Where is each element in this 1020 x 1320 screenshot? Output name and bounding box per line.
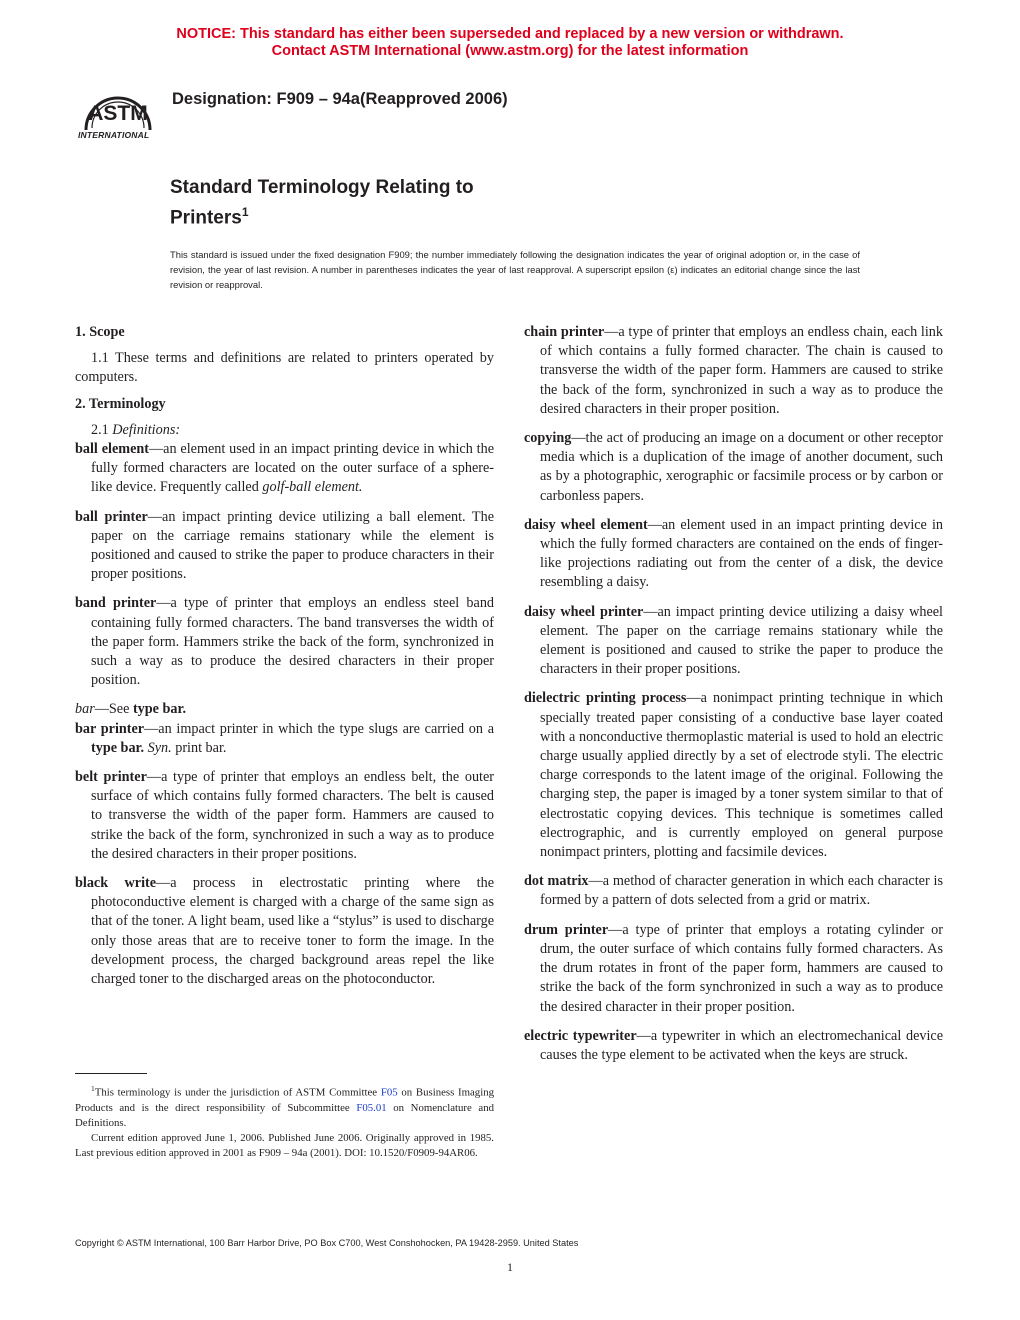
term-italic-synonym: golf-ball element. [262, 479, 363, 496]
term-synonym: print bar. [171, 739, 227, 756]
issued-note: This standard is issued under the fixed designation F909; the number immediately following the designation indicates the year of original adoption or, in the case of revision, the year of last revision. A number in parentheses indicates the year of last reapproval. A superscript epsilon (ε) indicates an editorial change since the last revision or reapproval. [170, 249, 860, 290]
term-dot-matrix [524, 872, 943, 910]
term-ball-printer [75, 508, 494, 585]
title-word: Printers [170, 207, 242, 229]
term-drum-printer [524, 921, 943, 1017]
title-line-2 [170, 200, 474, 230]
document-title [170, 175, 474, 230]
logo-letters: ASTM [88, 102, 148, 125]
term-copying [524, 429, 943, 506]
title-line-1: Standard Terminology Relating to [170, 177, 474, 198]
term-definition: —a type of printer that employs an endless chain, each link of which contains a fully formed character. The chain is caused to transverse the width of the paper form. Hammers are caused to strike the back of the form, synchronized in such a way as to produce the desired characters in their proper position. [540, 324, 943, 417]
term-name: band printer [75, 595, 157, 612]
term-name: bar [75, 701, 95, 718]
term-definition: —a type of printer that employs an endless belt, the outer surface of which contains fully formed characters. The belt is caused to transverse the width of the paper form. Hammers are caused to strike the back of the form, synchronized in such a way as to produce the desired characters in their proper positions. [91, 769, 494, 862]
term-bar [75, 700, 494, 719]
term-name: electric typewriter [524, 1027, 637, 1044]
term-name: dielectric printing process [524, 690, 687, 707]
definitions-number: 2.1 [91, 421, 109, 438]
withdrawn-notice [0, 26, 1020, 60]
term-ball-element [75, 440, 494, 498]
term-daisy-wheel-printer [524, 603, 943, 680]
logo-subtitle: INTERNATIONAL [78, 130, 150, 140]
footnote-divider [75, 1073, 147, 1074]
designation: Designation: F909 – 94a(Reapproved 2006) [172, 90, 508, 108]
definitions-label: Definitions: [112, 421, 181, 438]
term-definition: —an element used in an impact printing device in which the fully formed characters are contained on the ends of finger-like projections radiating out from the center of a disk, the device resembling a daisy. [540, 516, 943, 591]
footnote-edition: Current edition approved June 1, 2006. Published June 2006. Originally approved in 1985. Last previous edition approved in 2001 as F909 – 94a (2001). DOI: 10.1520/F0909-94AR06. [75, 1132, 494, 1160]
term-definition: —the act of producing an image on a document or other receptor media which is a duplication of the image of another document, such as by a photographic, xerographic or facsimile process or by carbon or carbonless papers. [540, 430, 943, 504]
term-definition: —an impact printing device utilizing a daisy wheel element. The paper on the carriage remains stationary while the element is positioned and caused to strike the paper to produce the characters in their proper positions. [540, 603, 943, 678]
left-column [75, 323, 494, 999]
term-black-write [75, 874, 494, 989]
notice-line-2: Contact ASTM International (www.astm.org) for the latest information [271, 43, 749, 59]
term-name: chain printer [524, 324, 605, 340]
term-definition: —an impact printing device utilizing a ball element. The paper on the carriage remains stationary while the element is positioned and caused to strike the paper to produce characters in their proper positions. [91, 508, 494, 583]
term-definition: —a type of printer that employs an endless steel band containing fully formed characters. The band transverses the width of the paper form. Hammers strike the back of the form, synchronized in such a way as to produce the desired characters in their proper position. [91, 595, 495, 689]
term-daisy-wheel-element [524, 516, 943, 593]
footnote-text: on Business Imaging Products and is the direct responsibility of Subcommittee [75, 1086, 495, 1114]
term-name: ball printer [75, 508, 148, 525]
term-name: dot matrix [524, 873, 589, 890]
term-name: daisy wheel element [524, 516, 648, 533]
scope-text: 1.1 These terms and definitions are related to printers operated by computers. [75, 350, 494, 386]
term-name: copying [524, 430, 572, 447]
term-electric-typewriter [524, 1027, 943, 1065]
term-bar-printer [75, 720, 494, 758]
term-chain-printer [524, 323, 943, 419]
copyright: Copyright © ASTM International, 100 Barr Harbor Drive, PO Box C700, West Conshohocken, PA 19428-2959. United States [75, 1238, 579, 1248]
term-definition: —a typewriter in which an electromechanical device causes the type element to be activated when the keys are struck. [540, 1027, 944, 1063]
footnote-jurisdiction [75, 1081, 494, 1131]
term-definition: —an impact printer in which the type slugs are carried on a [144, 720, 494, 737]
footnote [75, 1081, 494, 1162]
term-name: ball element [75, 441, 149, 458]
term-dielectric-printing-process [524, 689, 943, 862]
scope-heading: 1. Scope [75, 324, 125, 340]
term-name: black write [75, 875, 157, 892]
term-definition: —an element used in an impact printing device in which the fully formed characters are located on the outer surface of a sphere-like device. Frequently called [91, 441, 494, 496]
title-footnote-ref: 1 [241, 205, 249, 219]
term-belt-printer [75, 768, 494, 864]
term-syn-label: Syn. [147, 739, 172, 756]
term-definition: —a nonimpact printing technique in which specially treated paper consisting of a conductive base layer coated with a nonconductive thermoplastic material is used to hold an electric charge usually applied directly by a set of electrode styli. The electric charge corresponds to the latent image of the original. Following the charging step, the paper is imaged by a toner system similar to that of electrostatic copying devices. This technique is sometimes called electrographic, and is currently employed on general purpose nonimpact printers, plotting and facsimile devices. [540, 690, 944, 861]
term-definition: —a process in electrostatic printing where the photoconductive element is charged with a charge of the same sign as that of the toner. A light beam, used like a “stylus” is used to discharge only those areas that are to receive toner to form the image. In the development process, the charged background areas repel the like charged toner to the discharged areas on the photoconductor. [91, 875, 494, 988]
terminology-heading: 2. Terminology [75, 395, 166, 412]
term-definition: —a method of character generation in which each character is formed by a pattern of dots selected from a grid or matrix. [540, 873, 943, 909]
term-name: belt printer [75, 769, 147, 786]
term-name: daisy wheel printer [524, 603, 644, 620]
term-reference: type bar. [91, 739, 145, 756]
term-band-printer [75, 594, 494, 690]
right-column [524, 323, 943, 1075]
page-number: 1 [507, 1260, 513, 1274]
definitions-subheading [75, 421, 494, 440]
term-name: bar printer [75, 720, 145, 737]
term-see-reference: type bar. [132, 701, 187, 718]
term-see: —See [94, 701, 133, 718]
subcommittee-link[interactable]: F05.01 [356, 1101, 387, 1114]
footnote-text: This terminology is under the jurisdiction of ASTM Committee [94, 1086, 381, 1099]
footnote-text: on Nomenclature and Definitions. [75, 1101, 494, 1129]
term-name: drum printer [524, 921, 609, 938]
footnote-number: 1 [91, 1084, 95, 1093]
committee-link[interactable]: F05 [380, 1086, 398, 1099]
term-definition: —a type of printer that employs a rotating cylinder or drum, the outer surface of which contains fully formed characters. As the drum rotates in front of the paper form, hammers are caused to strike the back of the form synchronized in such a way as to produce the desired character in their proper position. [540, 921, 943, 1015]
notice-line-1: NOTICE: This standard has either been superseded and replaced by a new version or withdrawn. [176, 26, 844, 42]
